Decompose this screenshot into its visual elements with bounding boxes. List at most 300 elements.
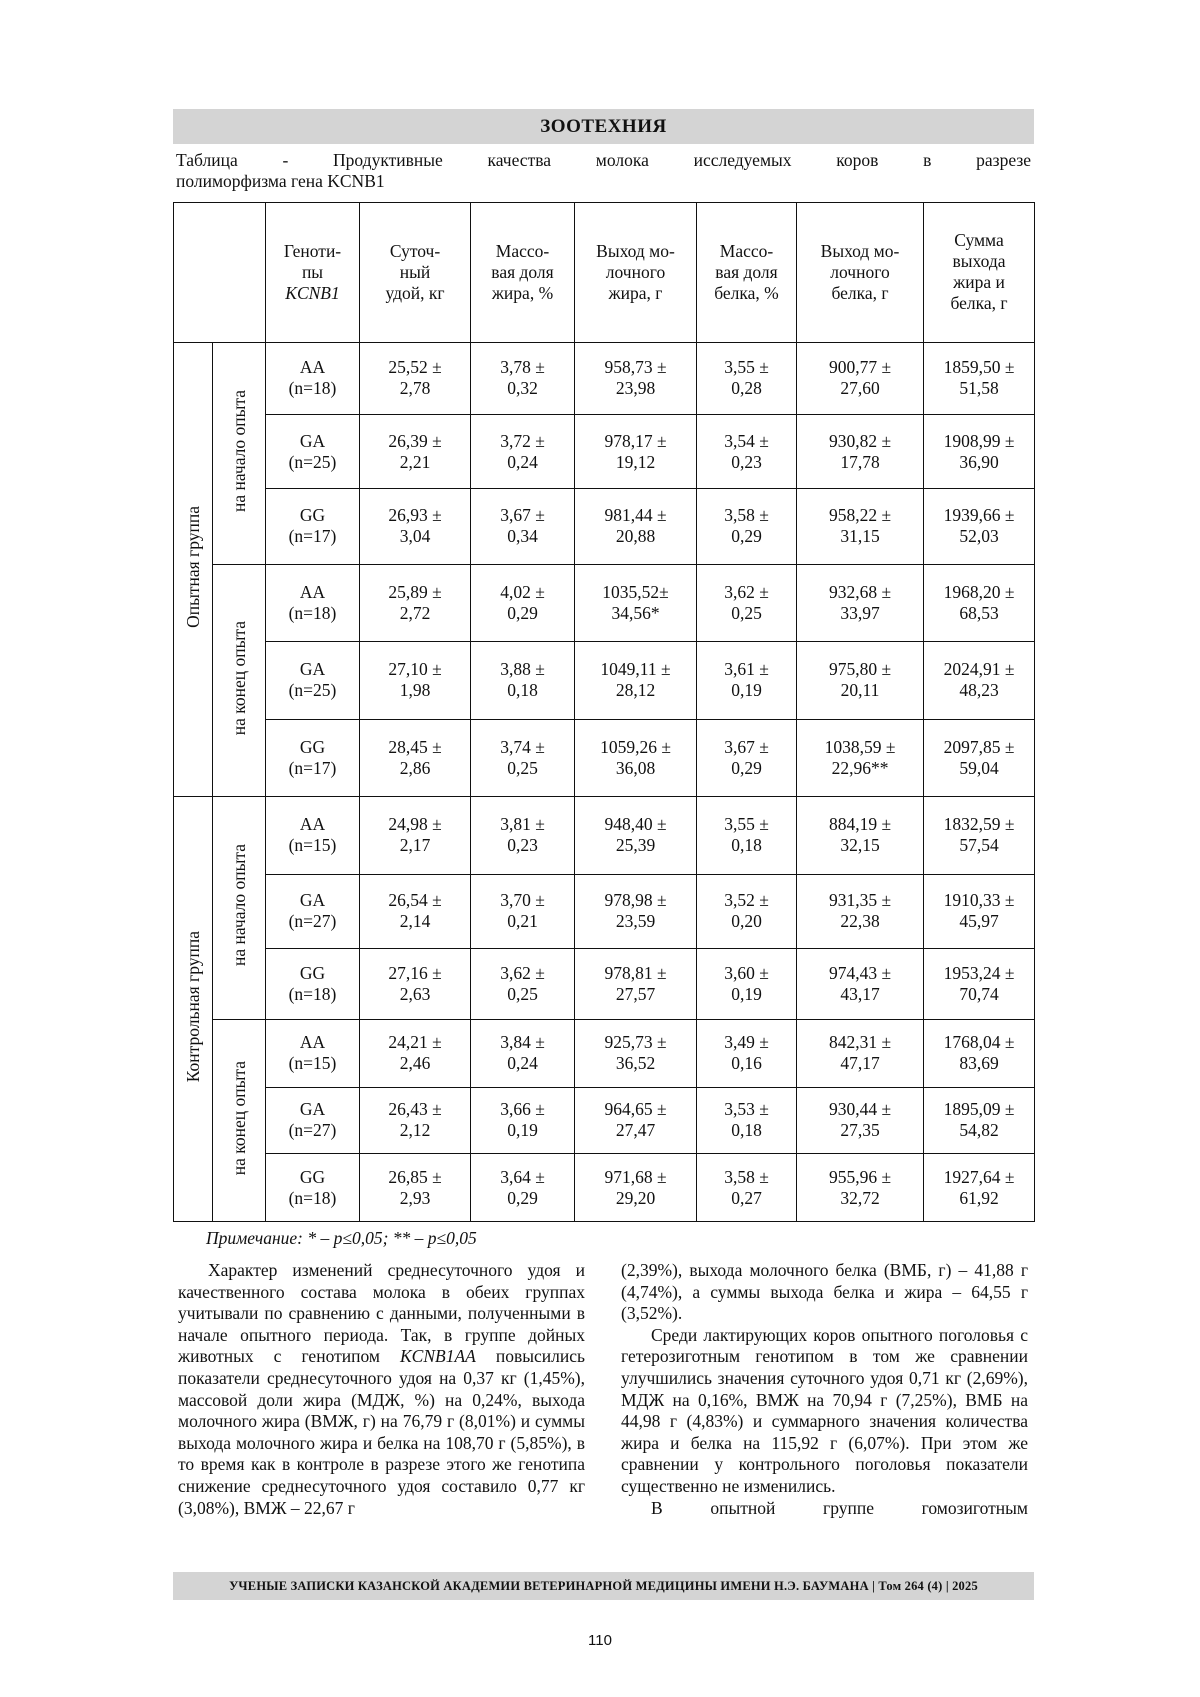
error-value: 20,11 (840, 680, 880, 701)
mean-value: 3,55 ± (724, 357, 769, 378)
value-cell (471, 642, 575, 720)
sample-size: (n=25) (288, 680, 337, 701)
value-cell (797, 1087, 924, 1154)
value-cell (575, 719, 697, 797)
error-value: 47,17 (840, 1053, 880, 1074)
genotype-cell (266, 342, 360, 414)
mean-value: 2024,91 ± (943, 659, 1015, 680)
sample-size: (n=18) (288, 602, 337, 623)
mean-value: 3,52 ± (724, 890, 769, 911)
error-value: 59,04 (959, 757, 999, 778)
caption-word: Таблица (176, 150, 238, 170)
period-label-cell (213, 564, 266, 797)
mean-value: 3,49 ± (724, 1032, 769, 1053)
mean-value: 24,21 ± (388, 1032, 442, 1053)
caption-word: качества (487, 150, 552, 170)
mean-value: 3,54 ± (724, 430, 769, 451)
column-header-line: вая доля (715, 261, 778, 282)
genotype: GG (299, 962, 326, 983)
sample-size: (n=15) (288, 1053, 337, 1074)
error-value: 61,92 (959, 1187, 999, 1208)
period-label: на конец опыта (228, 620, 249, 735)
error-value: 0,19 (507, 1120, 538, 1141)
error-value: 0,28 (731, 378, 762, 399)
error-value: 57,54 (959, 835, 999, 856)
mean-value: 978,17 ± (604, 430, 667, 451)
mean-value: 971,68 ± (604, 1166, 667, 1187)
table-row (174, 719, 1035, 797)
error-value: 23,98 (615, 378, 656, 399)
mean-value: 1859,50 ± (943, 357, 1015, 378)
error-value: 25,39 (615, 835, 656, 856)
mean-value: 26,93 ± (388, 505, 442, 526)
error-value: 2,46 (399, 1053, 431, 1074)
paragraph (621, 1260, 1028, 1325)
section-header: ЗООТЕХНИЯ (173, 109, 1034, 144)
mean-value: 974,43 ± (828, 962, 892, 983)
error-value: 48,23 (959, 680, 999, 701)
value-cell (697, 1087, 797, 1154)
column-header-line: KCNB1 (285, 282, 340, 303)
sample-size: (n=15) (288, 835, 337, 856)
mean-value: 958,73 ± (604, 357, 667, 378)
error-value: 27,60 (840, 378, 880, 399)
error-value: 23,59 (615, 911, 656, 932)
value-cell (471, 1154, 575, 1222)
error-value: 0,34 (507, 526, 538, 547)
column-header-line: вая доля (491, 261, 554, 282)
error-value: 2,63 (399, 983, 431, 1004)
genotype: GG (299, 1166, 326, 1187)
column-header-line: выхода (952, 251, 1006, 272)
column-header (924, 203, 1035, 343)
value-cell (924, 489, 1035, 564)
error-value: 19,12 (615, 451, 656, 472)
column-header-line: Суточ- (389, 240, 441, 261)
mean-value: 3,81 ± (500, 814, 545, 835)
productivity-table (173, 202, 1035, 1222)
column-header-line: лочного (830, 261, 890, 282)
sample-size: (n=18) (288, 983, 337, 1004)
error-value: 0,23 (731, 451, 762, 472)
column-header-line: Выход мо- (596, 240, 675, 261)
genotype: GG (299, 736, 326, 757)
paragraph (178, 1260, 585, 1519)
error-value: 2,14 (399, 911, 431, 932)
mean-value: 932,68 ± (828, 581, 892, 602)
value-cell (697, 1154, 797, 1222)
error-value: 34,56* (611, 602, 660, 623)
value-cell (697, 642, 797, 720)
mean-value: 948,40 ± (604, 814, 667, 835)
paragraph-word: опытной (710, 1497, 776, 1518)
value-cell (471, 1087, 575, 1154)
mean-value: 958,22 ± (828, 505, 892, 526)
error-value: 0,29 (731, 526, 762, 547)
value-cell (924, 642, 1035, 720)
error-value: 2,12 (399, 1120, 431, 1141)
paragraph-text: повысились показатели среднесуточного удоя на 0,37 кг (1,45%), массовой доли жира (МДЖ, %) на 0,24%, выхода молочного жира (ВМЖ, г) на 76,79 г (8,01%) и суммы выхода молочного жира и белка на 108,70 г (5,85%), в то время как в контроле в разрезе этого же генотипа снижение среднесуточного удоя составило 0,77 кг (3,08%), ВМЖ – 22,67 г (178, 1346, 585, 1518)
genotype: GA (299, 430, 326, 451)
mean-value: 3,62 ± (724, 581, 769, 602)
mean-value: 3,58 ± (724, 505, 769, 526)
mean-value: 26,54 ± (388, 890, 442, 911)
genotype: GA (299, 659, 326, 680)
sample-size: (n=17) (288, 757, 337, 778)
caption-line-2: полиморфизма гена KCNB1 (176, 171, 385, 191)
value-cell (575, 797, 697, 875)
sample-size: (n=27) (288, 1120, 337, 1141)
error-value: 36,52 (615, 1053, 656, 1074)
genotype: АА (299, 357, 326, 378)
value-cell (797, 797, 924, 875)
error-value: 0,16 (731, 1053, 762, 1074)
value-cell (471, 1019, 575, 1087)
genotype-cell (266, 489, 360, 564)
error-value: 0,25 (507, 983, 538, 1004)
error-value: 22,38 (840, 911, 880, 932)
value-cell (360, 719, 471, 797)
value-cell (360, 564, 471, 642)
table-row (174, 1087, 1035, 1154)
value-cell (471, 797, 575, 875)
error-value: 28,12 (615, 680, 656, 701)
value-cell (924, 342, 1035, 414)
mean-value: 930,44 ± (828, 1099, 892, 1120)
error-value: 0,18 (731, 835, 762, 856)
error-value: 20,88 (615, 526, 656, 547)
mean-value: 3,67 ± (724, 736, 769, 757)
error-value: 0,32 (507, 378, 538, 399)
mean-value: 4,02 ± (500, 581, 545, 602)
error-value: 2,93 (399, 1187, 431, 1208)
error-value: 68,53 (959, 602, 999, 623)
error-value: 0,25 (507, 757, 538, 778)
error-value: 0,29 (507, 1187, 538, 1208)
error-value: 36,90 (959, 451, 999, 472)
error-value: 0,24 (507, 1053, 538, 1074)
value-cell (797, 1019, 924, 1087)
mean-value: 975,80 ± (828, 659, 892, 680)
value-cell (575, 1019, 697, 1087)
mean-value: 3,58 ± (724, 1166, 769, 1187)
table-row (174, 1019, 1035, 1087)
group-label: Контрольная группа (182, 930, 203, 1083)
error-value: 1,98 (399, 680, 431, 701)
value-cell (697, 797, 797, 875)
mean-value: 1927,64 ± (943, 1166, 1015, 1187)
error-value: 32,15 (840, 835, 880, 856)
value-cell (924, 564, 1035, 642)
error-value: 0,21 (507, 911, 538, 932)
value-cell (575, 948, 697, 1019)
period-label: на конец опыта (228, 1060, 249, 1176)
caption-word: Продуктивные (333, 150, 443, 170)
value-cell (697, 948, 797, 1019)
value-cell (575, 874, 697, 948)
error-value: 3,04 (399, 526, 431, 547)
mean-value: 842,31 ± (828, 1032, 892, 1053)
genotype-cell (266, 1087, 360, 1154)
value-cell (471, 948, 575, 1019)
mean-value: 25,52 ± (388, 357, 442, 378)
value-cell (575, 1154, 697, 1222)
mean-value: 3,61 ± (724, 659, 769, 680)
error-value: 0,20 (731, 911, 762, 932)
page-number: 110 (588, 1632, 612, 1649)
gene-name: KCNB1AA (400, 1346, 476, 1367)
value-cell (797, 342, 924, 414)
value-cell (360, 1154, 471, 1222)
error-value: 22,96** (831, 757, 889, 778)
value-cell (697, 1019, 797, 1087)
sample-size: (n=18) (288, 378, 337, 399)
column-header-line: жира, г (608, 282, 663, 303)
column-header (797, 203, 924, 343)
value-cell (471, 564, 575, 642)
journal-title: УЧЕНЫЕ ЗАПИСКИ КАЗАНСКОЙ АКАДЕМИИ ВЕТЕРИНАРНОЙ МЕДИЦИНЫ ИМЕНИ Н.Э. БАУМАНА (229, 1579, 869, 1593)
value-cell (360, 489, 471, 564)
paragraph-word: группе (823, 1497, 874, 1518)
mean-value: 1832,59 ± (943, 814, 1015, 835)
value-cell (924, 874, 1035, 948)
genotype: АА (299, 814, 326, 835)
genotype-cell (266, 948, 360, 1019)
genotype-cell (266, 1154, 360, 1222)
table-row (174, 642, 1035, 720)
journal-year: 2025 (952, 1579, 978, 1593)
mean-value: 1049,11 ± (600, 659, 671, 680)
column-header-line: удой, кг (385, 282, 445, 303)
mean-value: 3,55 ± (724, 814, 769, 835)
table-row (174, 797, 1035, 875)
mean-value: 1953,24 ± (943, 962, 1015, 983)
sample-size: (n=25) (288, 451, 337, 472)
paragraph-word: гомозиготным (921, 1497, 1028, 1518)
column-header-line: жира, % (491, 282, 554, 303)
value-cell (575, 414, 697, 488)
genotype-cell (266, 1019, 360, 1087)
mean-value: 3,64 ± (500, 1166, 545, 1187)
mean-value: 24,98 ± (388, 814, 442, 835)
error-value: 0,29 (507, 602, 538, 623)
value-cell (924, 1019, 1035, 1087)
sample-size: (n=17) (288, 526, 337, 547)
body-column-left (178, 1260, 585, 1519)
error-value: 33,97 (840, 602, 880, 623)
mean-value: 978,98 ± (604, 890, 667, 911)
error-value: 2,17 (399, 835, 431, 856)
error-value: 0,23 (507, 835, 538, 856)
paragraph-word: В (651, 1497, 663, 1518)
header-empty-cell (174, 203, 266, 343)
mean-value: 1910,33 ± (943, 890, 1015, 911)
mean-value: 2097,85 ± (943, 736, 1015, 757)
sample-size: (n=18) (288, 1187, 337, 1208)
mean-value: 3,72 ± (500, 430, 545, 451)
mean-value: 28,45 ± (388, 736, 442, 757)
column-header-line: лочного (605, 261, 666, 282)
column-header-line: пы (301, 261, 324, 282)
genotype-cell (266, 414, 360, 488)
group-label-cell (174, 797, 213, 1222)
mean-value: 26,43 ± (388, 1099, 442, 1120)
mean-value: 955,96 ± (828, 1166, 892, 1187)
error-value: 27,47 (615, 1120, 656, 1141)
mean-value: 981,44 ± (604, 505, 667, 526)
caption-word: в (923, 150, 932, 170)
caption-word: коров (836, 150, 879, 170)
value-cell (575, 1087, 697, 1154)
column-header-line: Сумма (954, 230, 1004, 251)
error-value: 2,78 (399, 378, 431, 399)
error-value: 0,18 (731, 1120, 762, 1141)
value-cell (797, 948, 924, 1019)
table-row (174, 414, 1035, 488)
caption-word: исследуемых (693, 150, 792, 170)
column-header (575, 203, 697, 343)
value-cell (797, 719, 924, 797)
mean-value: 3,67 ± (500, 505, 545, 526)
group-label-cell (174, 342, 213, 796)
column-header-line: ный (399, 261, 431, 282)
column-header-line: Массо- (719, 240, 774, 261)
group-label: Опытная группа (182, 505, 203, 628)
value-cell (797, 414, 924, 488)
value-cell (924, 719, 1035, 797)
value-cell (360, 642, 471, 720)
mean-value: 27,16 ± (388, 962, 442, 983)
value-cell (797, 1154, 924, 1222)
error-value: 27,35 (840, 1120, 880, 1141)
genotype: АА (299, 581, 326, 602)
table-row (174, 564, 1035, 642)
error-value: 52,03 (959, 526, 999, 547)
period-label: на начало опыта (228, 389, 249, 512)
column-header-line: белка, % (714, 282, 779, 303)
value-cell (797, 642, 924, 720)
table-header-row (174, 203, 1035, 343)
value-cell (360, 414, 471, 488)
table-row (174, 948, 1035, 1019)
caption-word: молока (595, 150, 649, 170)
value-cell (575, 564, 697, 642)
error-value: 70,74 (959, 983, 999, 1004)
value-cell (697, 342, 797, 414)
mean-value: 3,53 ± (724, 1099, 769, 1120)
period-label-cell (213, 797, 266, 1020)
column-header-line: белка, г (950, 293, 1008, 314)
mean-value: 1908,99 ± (943, 430, 1015, 451)
sample-size: (n=27) (288, 911, 337, 932)
value-cell (471, 874, 575, 948)
mean-value: 27,10 ± (388, 659, 442, 680)
value-cell (797, 489, 924, 564)
value-cell (575, 642, 697, 720)
error-value: 43,17 (840, 983, 880, 1004)
body-column-right (621, 1260, 1028, 1519)
journal-volume: Том 264 (4) (878, 1579, 943, 1593)
value-cell (360, 1087, 471, 1154)
mean-value: 26,39 ± (388, 430, 442, 451)
value-cell (697, 719, 797, 797)
value-cell (697, 874, 797, 948)
column-header-line: жира и (953, 272, 1005, 293)
mean-value: 3,74 ± (500, 736, 545, 757)
error-value: 31,15 (840, 526, 880, 547)
error-value: 54,82 (959, 1120, 999, 1141)
value-cell (924, 948, 1035, 1019)
value-cell (471, 489, 575, 564)
error-value: 2,86 (399, 757, 431, 778)
value-cell (360, 797, 471, 875)
error-value: 2,72 (399, 602, 431, 623)
genotype: GG (299, 505, 326, 526)
genotype: АА (299, 1032, 326, 1053)
genotype-cell (266, 564, 360, 642)
mean-value: 3,66 ± (500, 1099, 545, 1120)
column-header-line: белка, г (831, 282, 889, 303)
genotype-cell (266, 797, 360, 875)
table-row (174, 489, 1035, 564)
value-cell (471, 342, 575, 414)
column-header (471, 203, 575, 343)
mean-value: 3,78 ± (500, 357, 545, 378)
error-value: 36,08 (615, 757, 656, 778)
table-row (174, 874, 1035, 948)
column-header-line: Геноти- (283, 240, 342, 261)
error-value: 0,29 (731, 757, 762, 778)
caption-word: разрезе (976, 150, 1031, 170)
table-row (174, 1154, 1035, 1222)
mean-value: 978,81 ± (604, 962, 667, 983)
genotype: GA (299, 890, 326, 911)
value-cell (797, 564, 924, 642)
value-cell (924, 414, 1035, 488)
error-value: 0,25 (731, 602, 762, 623)
mean-value: 1895,09 ± (943, 1099, 1015, 1120)
value-cell (360, 1019, 471, 1087)
value-cell (360, 342, 471, 414)
mean-value: 3,60 ± (724, 962, 769, 983)
mean-value: 1035,52± (602, 581, 669, 602)
mean-value: 25,89 ± (388, 581, 442, 602)
error-value: 27,57 (615, 983, 656, 1004)
mean-value: 1968,20 ± (943, 581, 1015, 602)
mean-value: 925,73 ± (604, 1032, 667, 1053)
value-cell (797, 874, 924, 948)
value-cell (360, 874, 471, 948)
value-cell (924, 1087, 1035, 1154)
genotype-cell (266, 874, 360, 948)
journal-footer: УЧЕНЫЕ ЗАПИСКИ КАЗАНСКОЙ АКАДЕМИИ ВЕТЕРИНАРНОЙ МЕДИЦИНЫ ИМЕНИ Н.Э. БАУМАНА | Том 264 (4) | 2025 (173, 1572, 1034, 1600)
error-value: 2,21 (399, 451, 431, 472)
error-value: 0,18 (507, 680, 538, 701)
genotype: GA (299, 1099, 326, 1120)
value-cell (471, 414, 575, 488)
table-caption (176, 150, 1031, 192)
column-header-line: Выход мо- (820, 240, 900, 261)
mean-value: 1059,26 ± (600, 736, 671, 757)
mean-value: 1038,59 ± (824, 736, 896, 757)
value-cell (697, 414, 797, 488)
genotype-cell (266, 642, 360, 720)
error-value: 17,78 (840, 451, 880, 472)
value-cell (360, 948, 471, 1019)
value-cell (471, 719, 575, 797)
error-value: 29,20 (615, 1187, 656, 1208)
column-header (360, 203, 471, 343)
